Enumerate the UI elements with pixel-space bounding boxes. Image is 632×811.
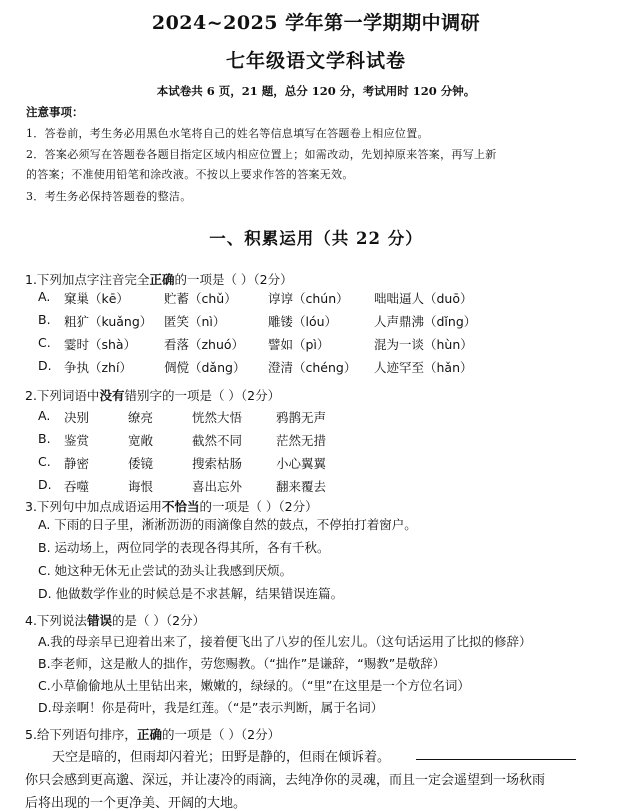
q1-option-d [38,358,598,376]
q1-d-letter: D. [38,358,52,373]
q1-b-item-1: 粗犷（kuǎng） [64,314,153,329]
q3-stem-pre: 3.下列句中加点成语运用 [25,499,162,514]
q5-paragraph-line-3: 后将出现的一个更净美、开阔的大地。 [25,796,247,811]
q2-stem-bold: 没有 [99,388,125,403]
q5-paragraph-line-1: 天空是暗的，但雨却闪着光；田野是静的，但雨在倾诉着。 [52,750,391,765]
q5-paragraph-line-2: 你只会感到更高邈、深远，并让凄冷的雨滴，去纯净你的灵魂，而且一定会遥望到一场秋雨 [25,773,546,788]
notice-line-3: 的答案；不准使用铅笔和涂改液。不按以上要求作答的答案无效。 [26,168,354,181]
q4-stem-post: 的是（ ）（2分） [111,613,206,628]
q1-d-item-4: 人迹罕至（hǎn） [374,360,473,375]
q2-c-item-3: 搜索枯肠 [192,456,243,471]
q3-option-a: A. 下雨的日子里，淅淅沥沥的雨滴像自然的鼓点，不停拍打着窗户。 [38,517,417,532]
q1-stem-bold: 正确 [149,272,175,287]
q2-stem-pre: 2.下列词语中 [25,388,100,403]
q1-d-item-1: 争执（zhí） [64,360,132,375]
q2-c-item-2: 倭镜 [128,456,154,471]
q3-option-c: C. 她这种无休无止尝试的劲头让我感到厌烦。 [38,563,293,578]
notice-line-2: 2．答案必须写在答题卷各题目指定区域内相应位置上；如需改动，先划掉原来答案，再写上新 [26,148,497,161]
q2-a-item-4: 鸦鹊无声 [276,410,327,425]
q5-answer-blank [416,758,576,760]
notice-line-1: 1．答卷前，考生务必用黑色水笔将自己的姓名等信息填写在答题卷上相应位置。 [26,127,429,140]
q2-a-letter: A. [38,408,51,423]
notice-line-4: 3．考生务必保持答题卷的整洁。 [26,190,192,203]
q1-a-item-3: 谆谆（chún） [268,291,349,306]
q2-option-a [38,408,598,426]
q4-option-c: C.小草偷偷地从土里钻出来，嫩嫩的，绿绿的。（“里”在这里是一个方位名词） [38,678,470,693]
q2-d-item-1: 吞噬 [64,479,90,494]
q3-stem-bold: 不恰当 [161,499,200,514]
q5-stem-pre: 5.给下列语句排序， [25,727,137,742]
question-3-stem [25,497,318,515]
q4-option-d: D.母亲啊！你是荷叶，我是红莲。（“是”表示判断，属于名词） [38,700,384,715]
section-title: 一、积累运用（共 22 分） [209,229,423,248]
q1-b-letter: B. [38,312,51,327]
q1-option-b [38,312,598,330]
exam-info: 本试卷共 6 页，21 题，总分 120 分，考试用时 120 分钟。 [156,84,476,98]
q1-a-item-4: 咄咄逼人（duō） [374,291,473,306]
q1-option-a [38,289,598,307]
q1-c-item-4: 混为一谈（hùn） [374,337,473,352]
exam-subtitle: 七年级语文学科试卷 [225,50,406,72]
q4-stem-bold: 错误 [86,613,112,628]
q2-stem-post: 错别字的一项是（ ）（2分） [124,388,281,403]
q2-a-item-3: 恍然大悟 [192,410,243,425]
notice-heading: 注意事项： [26,105,84,119]
question-5-stem [25,725,280,743]
q4-option-a: A.我的母亲早已迎着出来了，接着便飞出了八岁的侄儿宏儿。（这句话运用了比拟的修辞） [38,634,532,649]
q4-option-b: B.李老师，这是敝人的拙作，劳您赐教。（“拙作”是谦辞，“赐教”是敬辞） [38,656,446,671]
q1-b-item-2: 匿笑（nì） [164,314,226,329]
q4-stem-pre: 4.下列说法 [25,613,87,628]
q1-option-c [38,335,598,353]
q1-a-item-1: 窠巢（kē） [64,291,129,306]
q2-b-item-1: 鉴赏 [64,433,90,448]
q1-c-letter: C. [38,335,51,350]
q2-b-item-3: 截然不同 [192,433,243,448]
q3-stem-post: 的一项是（ ）（2分） [199,499,318,514]
q2-b-item-2: 宽敞 [128,433,154,448]
q3-option-d: D. 他做数学作业的时候总是不求甚解，结果错误连篇。 [38,586,344,601]
question-4-stem [25,611,205,629]
q2-a-item-1: 决别 [64,410,90,425]
q2-c-letter: C. [38,454,51,469]
q1-a-letter: A. [38,289,51,304]
q2-d-item-4: 翻来覆去 [276,479,327,494]
q1-d-item-2: 倜傥（dǎng） [164,360,246,375]
q2-d-letter: D. [38,477,52,492]
q2-option-c [38,454,598,472]
exam-title: 2024~2025 学年第一学期期中调研 [151,12,481,34]
question-2-stem [25,386,280,404]
q1-c-item-1: 霎时（shà） [64,337,137,352]
q1-stem-pre: 1.下列加点字注音完全 [25,272,150,287]
q2-c-item-1: 静密 [64,456,90,471]
q5-stem-post: 的一项是（ ）（2分） [161,727,281,742]
question-1-stem [25,270,293,288]
q2-c-item-4: 小心翼翼 [276,456,327,471]
q2-option-d [38,477,598,495]
q1-b-item-3: 雕镂（lóu） [268,314,338,329]
q1-stem-post: 的一项是（ ）（2分） [174,272,293,287]
q2-option-b [38,431,598,449]
q3-option-b: B. 运动场上，两位同学的表现各得其所，各有千秋。 [38,540,330,555]
q1-c-item-2: 看落（zhuó） [164,337,245,352]
q1-b-item-4: 人声鼎沸（dǐng） [374,314,477,329]
q1-d-item-3: 澄清（chéng） [268,360,357,375]
q5-stem-bold: 正确 [136,727,162,742]
q2-d-item-2: 诲恨 [128,479,154,494]
q2-b-item-4: 茫然无措 [276,433,327,448]
q2-d-item-3: 喜出忘外 [192,479,243,494]
q1-a-item-2: 贮蓄（chǔ） [164,291,237,306]
q2-a-item-2: 缭亮 [128,410,154,425]
q1-c-item-3: 譬如（pì） [268,337,330,352]
q2-b-letter: B. [38,431,51,446]
